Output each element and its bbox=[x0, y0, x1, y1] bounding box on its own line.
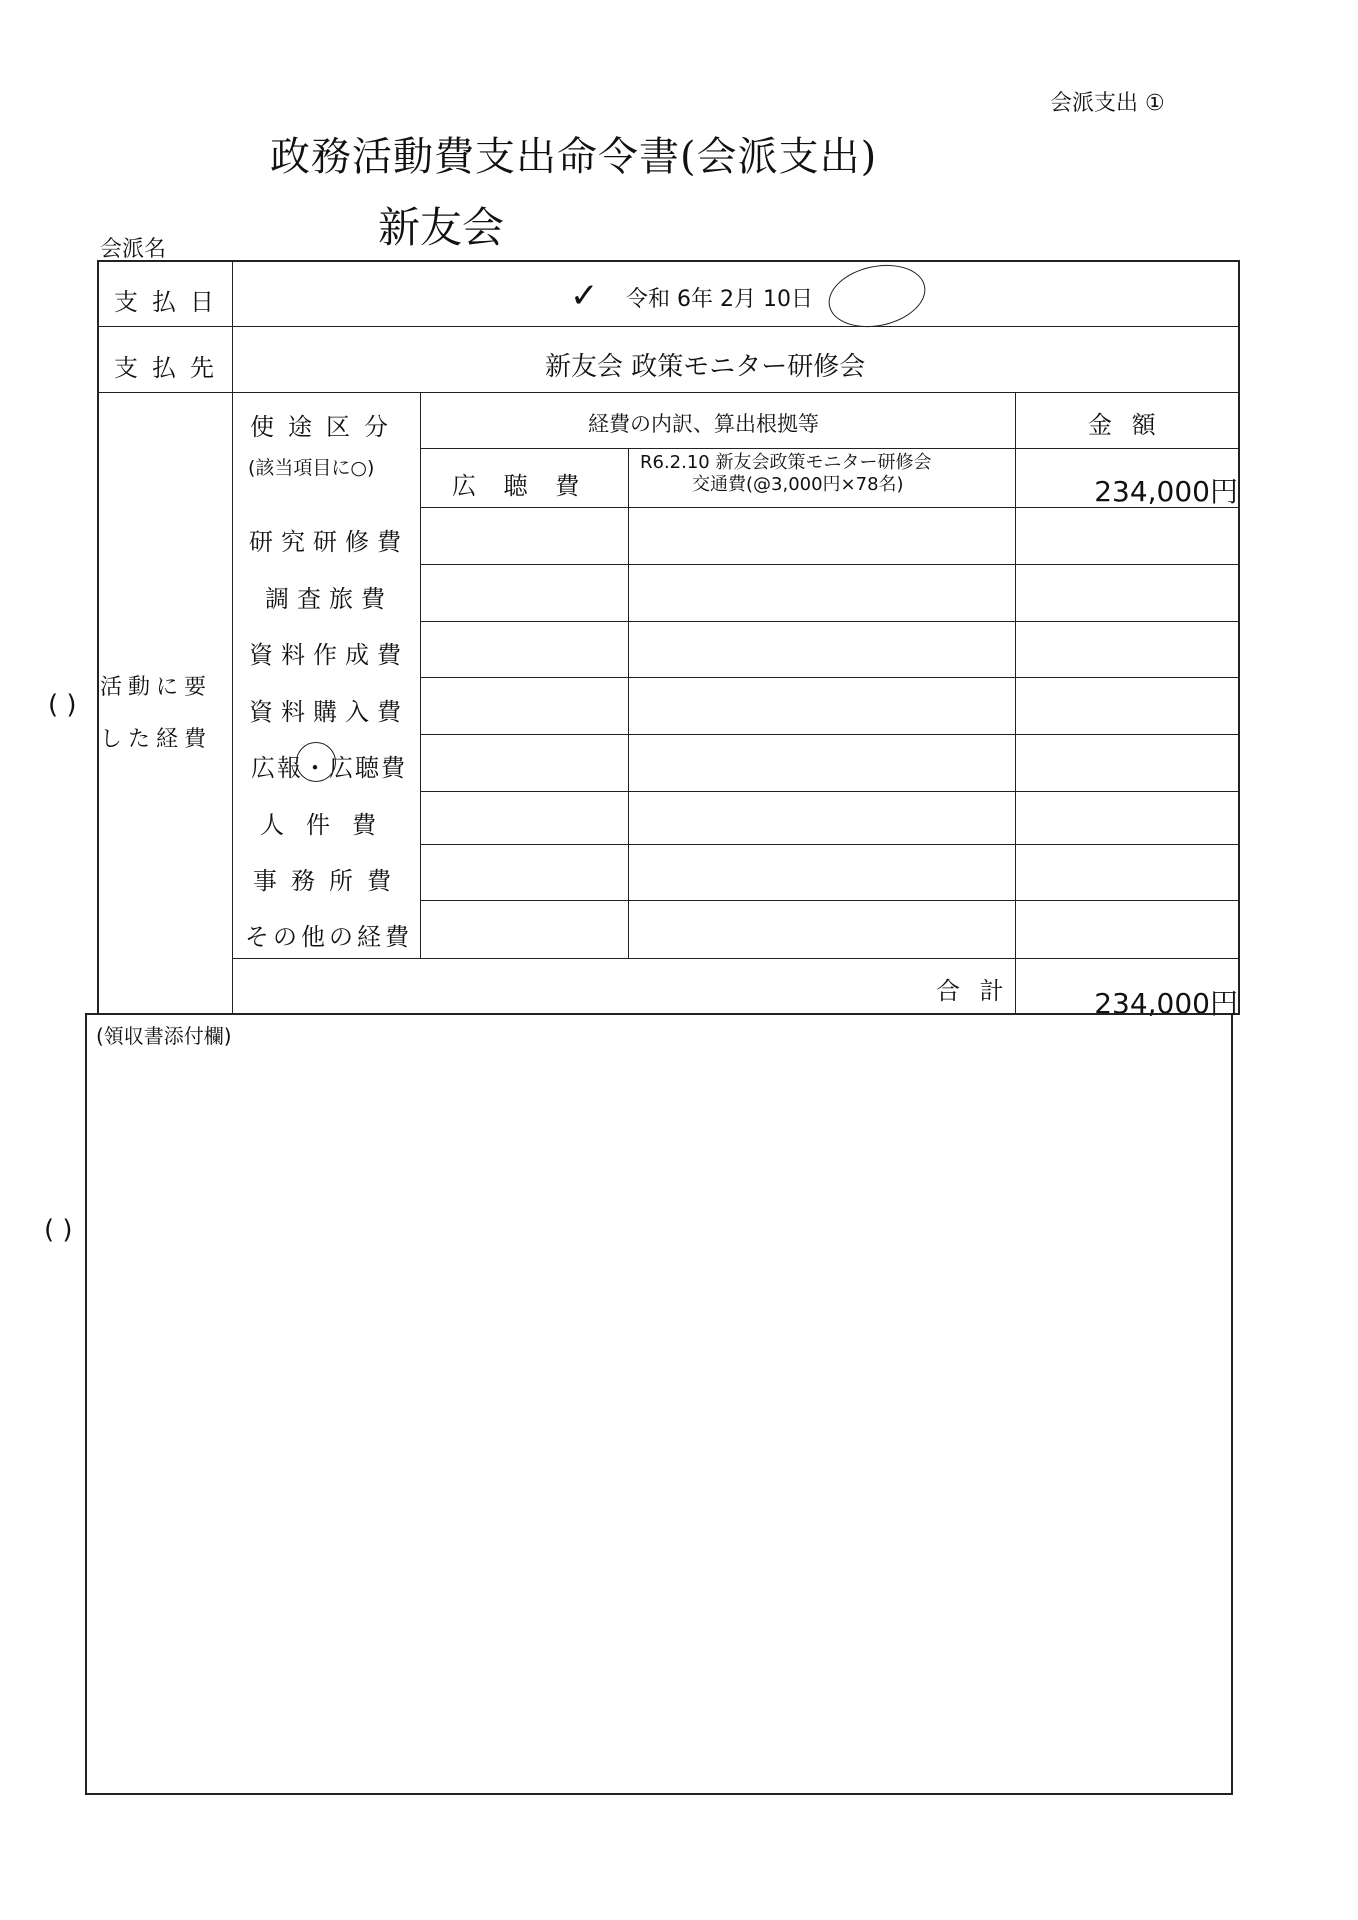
row-divider bbox=[97, 326, 1240, 327]
check-icon: ✓ bbox=[570, 276, 599, 316]
category-public-relations: 広報・広聴費 bbox=[251, 754, 407, 782]
category-office: 事務所費 bbox=[253, 867, 405, 895]
category-survey-travel: 調査旅費 bbox=[265, 585, 393, 613]
expense-row-divider bbox=[420, 621, 1240, 622]
total-row-divider bbox=[232, 958, 1240, 959]
expense-row-divider bbox=[420, 791, 1240, 792]
category-personnel: 人件費 bbox=[260, 811, 398, 839]
payee-label: 支払先 bbox=[114, 354, 228, 382]
expense-row-divider bbox=[420, 900, 1240, 901]
receipt-attachment-label: (領収書添付欄) bbox=[96, 1024, 232, 1048]
amount-column-divider bbox=[1015, 392, 1016, 1015]
payment-date-label: 支払日 bbox=[114, 288, 228, 316]
expense-section-label bbox=[100, 662, 212, 766]
receipt-attachment-area bbox=[85, 1013, 1233, 1795]
selected-category-circle bbox=[296, 742, 336, 782]
category-column-header: 使途区分 bbox=[250, 413, 402, 441]
entry-category: 広 聴 費 bbox=[452, 472, 590, 500]
total-amount: 234,000円 bbox=[1094, 987, 1238, 1020]
document-number-label: 会派支出 ① bbox=[1050, 91, 1165, 116]
entry-breakdown-line1: R6.2.10 新友会政策モニター研修会 bbox=[640, 452, 932, 473]
category-material-creation: 資料作成費 bbox=[249, 641, 409, 669]
expense-row-divider bbox=[420, 734, 1240, 735]
expense-row-divider bbox=[420, 844, 1240, 845]
category-other: その他の経費 bbox=[245, 923, 413, 951]
label-column-divider bbox=[232, 260, 233, 1015]
category-research-training: 研究研修費 bbox=[249, 528, 409, 556]
amount-column-header: 金 額 bbox=[1088, 411, 1162, 439]
faction-name-caption: 会派名 bbox=[100, 237, 167, 262]
entry-breakdown bbox=[640, 452, 931, 496]
expense-row-divider bbox=[420, 677, 1240, 678]
total-label: 合 計 bbox=[936, 977, 1010, 1005]
expense-section-label-line2: した経費 bbox=[100, 727, 213, 752]
expense-row-divider bbox=[420, 564, 1240, 565]
header-row-divider bbox=[420, 448, 1240, 449]
breakdown-column-header: 経費の内訳、算出根拠等 bbox=[588, 412, 819, 436]
category-column-divider bbox=[420, 392, 421, 958]
faction-name-value: 新友会 bbox=[378, 203, 505, 252]
category-column-note: (該当項目に○) bbox=[248, 457, 375, 479]
binding-hole-mark: ( ) bbox=[48, 690, 77, 720]
row-divider bbox=[97, 392, 1240, 393]
category-material-purchase: 資料購入費 bbox=[249, 698, 409, 726]
payment-date-value: 令和 6年 2月 10日 bbox=[626, 287, 813, 312]
breakdown-inner-divider bbox=[628, 448, 629, 958]
entry-amount: 234,000円 bbox=[1094, 475, 1238, 508]
document-title: 政務活動費支出命令書(会派支出) bbox=[270, 134, 878, 180]
payee-value: 新友会 政策モニター研修会 bbox=[545, 352, 866, 382]
entry-breakdown-line2: 交通費(@3,000円×78名) bbox=[692, 474, 904, 495]
binding-hole-mark: ( ) bbox=[44, 1215, 73, 1245]
expense-section-label-line1: 活動に要 bbox=[100, 675, 213, 700]
